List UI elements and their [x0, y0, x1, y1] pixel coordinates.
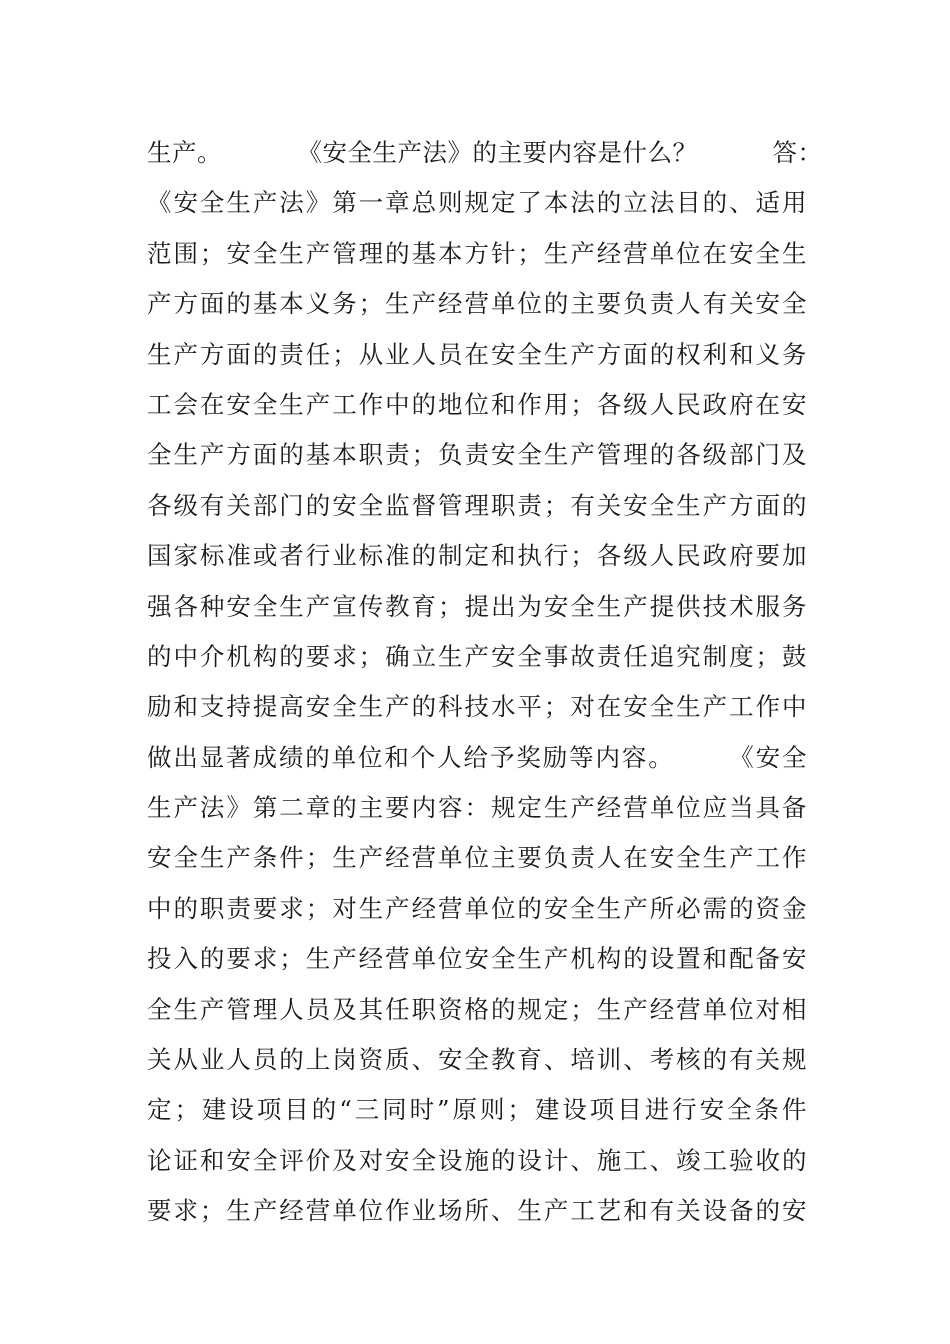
text-line: 生产法》第二章的主要内容：规定生产经营单位应当具备: [147, 793, 807, 823]
text-line: 生产方面的责任；从业人员在安全生产方面的权利和义务: [147, 339, 807, 369]
text-line: 定；建设项目的“三同时”原则；建设项目进行安全条件: [147, 1095, 807, 1125]
text-line: 励和支持提高安全生产的科技水平；对在安全生产工作中: [147, 692, 807, 722]
text-line: 关从业人员的上岗资质、安全教育、培训、考核的有关规: [147, 1045, 807, 1075]
text-line: 范围；安全生产管理的基本方针；生产经营单位在安全生: [147, 238, 807, 268]
text-line: 中的职责要求；对生产经营单位的安全生产所必需的资金: [147, 893, 807, 923]
text-line: 论证和安全评价及对安全设施的设计、施工、竣工验收的: [147, 1145, 807, 1175]
text-line: 安全生产条件；生产经营单位主要负责人在安全生产工作: [147, 843, 807, 873]
text-line: 全生产管理人员及其任职资格的规定；生产经营单位对相: [147, 994, 807, 1024]
text-line: 工会在安全生产工作中的地位和作用；各级人民政府在安: [147, 389, 807, 419]
text-line: 生产。 《安全生产法》的主要内容是什么？ 答：: [147, 138, 823, 167]
text-line: 的中介机构的要求；确立生产安全事故责任追究制度；鼓: [147, 641, 807, 671]
text-line: 强各种安全生产宣传教育；提出为安全生产提供技术服务: [147, 591, 807, 621]
text-line: 要求；生产经营单位作业场所、生产工艺和有关设备的安: [147, 1196, 807, 1226]
text-line: 全生产方面的基本职责；负责安全生产管理的各级部门及: [147, 440, 807, 470]
text-line: 各级有关部门的安全监督管理职责；有关安全生产方面的: [147, 490, 807, 520]
text-line: 国家标准或者行业标准的制定和执行；各级人民政府要加: [147, 541, 807, 571]
document-body-text: [147, 128, 823, 1237]
text-line: 产方面的基本义务；生产经营单位的主要负责人有关安全: [147, 289, 807, 319]
text-line: 《安全生产法》第一章总则规定了本法的立法目的、适用: [147, 188, 807, 218]
text-line: 投入的要求；生产经营单位安全生产机构的设置和配备安: [147, 944, 807, 974]
text-line: 做出显著成绩的单位和个人给予奖励等内容。 《安全: [147, 742, 807, 772]
